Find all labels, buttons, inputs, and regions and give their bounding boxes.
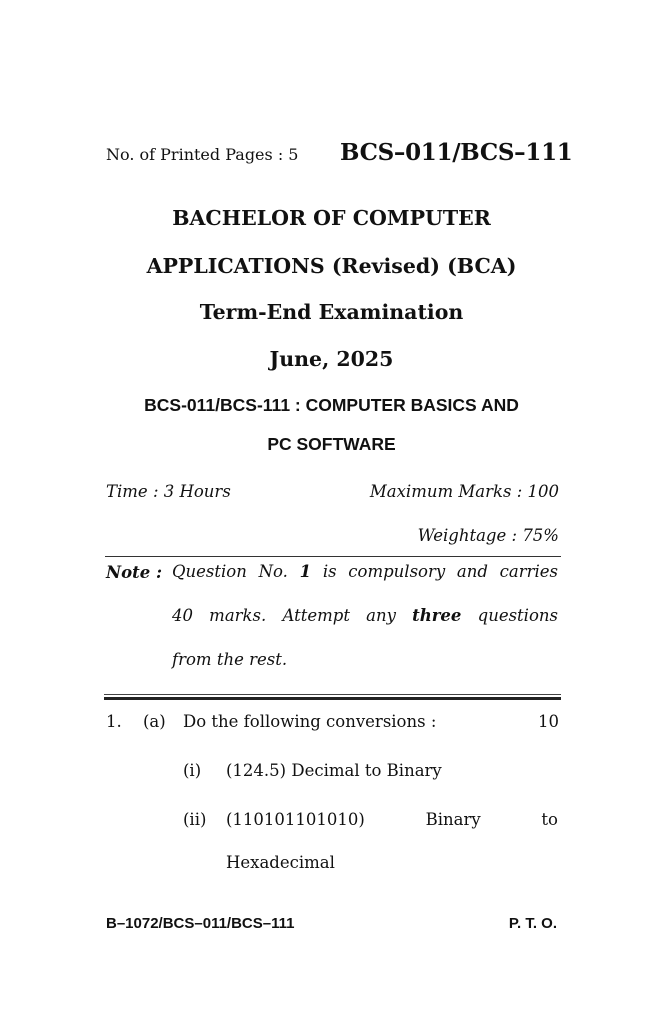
printed-pages-label: No. of Printed Pages : 5 (106, 145, 299, 164)
subpart-word: (110101101010) (226, 810, 365, 829)
subpart-text-continued: Hexadecimal (226, 853, 335, 872)
note-text: is compulsory and carries (311, 562, 559, 581)
question-text: Do the following conversions : (183, 712, 437, 731)
exam-session: June, 2025 (269, 347, 394, 371)
note-text: questions (461, 606, 558, 625)
footer-paper-code: B–1072/BCS–011/BCS–111 (106, 915, 295, 932)
please-turn-over: P. T. O. (508, 915, 557, 932)
course-title-line2: PC SOFTWARE (267, 434, 396, 454)
subpart-label: (i) (183, 761, 202, 780)
question-number: 1. (106, 712, 122, 731)
note-text: 40 marks. Attempt any (172, 606, 413, 625)
subpart-label: (ii) (183, 810, 207, 829)
note-line-1 (172, 550, 558, 594)
exam-time: Time : 3 Hours (106, 482, 231, 501)
subpart-word: to (541, 810, 558, 829)
paper-code: BCS–011/BCS–111 (340, 139, 573, 166)
note-emphasis: 1 (299, 562, 312, 581)
note-body (172, 550, 558, 682)
note-emphasis: three (412, 606, 462, 625)
question-part-label: (a) (143, 712, 166, 731)
subpart-text (226, 810, 558, 829)
double-rule-top (104, 694, 561, 695)
note-line-3: from the rest. (172, 650, 288, 669)
double-rule-bottom (104, 697, 561, 700)
exam-title: Term-End Examination (199, 300, 464, 324)
note-label: Note : (106, 563, 163, 582)
program-title-line1: BACHELOR OF COMPUTER (172, 206, 491, 230)
maximum-marks: Maximum Marks : 100 (369, 482, 559, 501)
note-text: Question No. (172, 562, 300, 581)
subpart-text: (124.5) Decimal to Binary (226, 761, 442, 780)
course-title-line1: BCS-011/BCS-111 : COMPUTER BASICS AND (144, 395, 519, 415)
subpart-word: Binary (425, 810, 481, 829)
note-line-2 (172, 594, 558, 638)
weightage: Weightage : 75% (417, 526, 559, 545)
question-marks: 10 (538, 712, 559, 731)
program-title-line2: APPLICATIONS (Revised) (BCA) (146, 254, 517, 278)
